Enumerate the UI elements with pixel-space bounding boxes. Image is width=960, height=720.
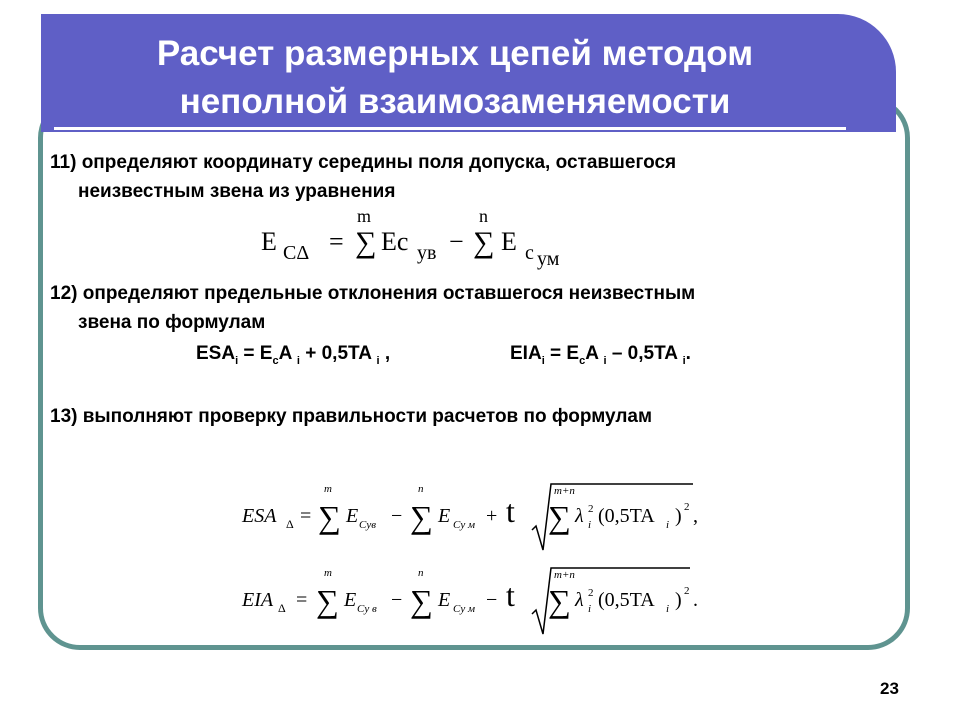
- f4-minus: −: [391, 589, 403, 611]
- page-number: 23: [880, 679, 899, 698]
- f4-e2: E: [438, 589, 451, 611]
- f4-sq: 2: [684, 585, 690, 597]
- f3-lambda-sup: 2: [588, 503, 594, 515]
- step-12: [50, 279, 886, 337]
- step-12-line-1: 12) определяют предельные отклонения оставшегося неизвестным: [50, 283, 696, 304]
- f4-e1: E: [344, 589, 357, 611]
- formula-eia-delta: [238, 562, 718, 638]
- title-line-2: неполной взаимозаменяемости: [179, 82, 731, 121]
- f4-sum1: ∑: [316, 583, 339, 619]
- f4-lambda: λ: [575, 589, 584, 611]
- f3-lambda: λ: [575, 505, 584, 527]
- f4-lambda-sub: i: [588, 603, 592, 615]
- f4-sum2: ∑: [410, 583, 433, 619]
- formula-esa-i: $ESA_i = E_cA$ $_i$ + 0,5TA $_i$ ,: [196, 343, 391, 367]
- f4-root-upper: m+n: [554, 569, 575, 581]
- f1-term2-subsub: ум: [537, 248, 560, 270]
- f3-e2: E: [438, 505, 451, 527]
- f1-sum1: ∑: [355, 226, 377, 259]
- f3-t: t: [506, 493, 515, 529]
- f1-sum2-upper: n: [479, 206, 488, 226]
- f4-end: .: [693, 589, 698, 611]
- step-11-line-1: 11) определяют координату середины поля допуска, оставшегося: [50, 152, 677, 173]
- f4-sum1-upper: m: [324, 567, 332, 579]
- f1-term2: E: [501, 227, 517, 256]
- f1-term2-sub: c: [525, 242, 534, 264]
- f3-paren-sub: i: [666, 519, 670, 531]
- step-12-line-2: звена по формулам: [78, 312, 266, 333]
- f3-lambda-sub: i: [588, 519, 592, 531]
- step-11-line-2: неизвестным звена из уравнения: [78, 181, 396, 202]
- f4-paren: (0,5TA: [598, 589, 655, 611]
- f1-sum1-upper: m: [357, 206, 372, 226]
- f4-minus-2: −: [486, 589, 498, 611]
- f3-minus: −: [391, 505, 403, 527]
- f3-sum1-upper: m: [324, 483, 332, 495]
- f1-lhs-sub: CΔ: [283, 242, 310, 264]
- f3-sum2-upper: n: [418, 483, 424, 495]
- f4-sum3: ∑: [548, 583, 571, 619]
- formula-center-coordinate: [255, 200, 585, 274]
- f3-lhs: ESA: [242, 505, 277, 527]
- f4-e2-sub: Су м: [453, 603, 475, 615]
- f1-eq: =: [329, 227, 344, 256]
- f3-sq: 2: [684, 501, 690, 513]
- f3-eq: =: [300, 505, 312, 527]
- title-line-1: Расчет размерных цепей методом: [156, 34, 754, 73]
- f3-sum1: ∑: [318, 499, 341, 535]
- slide-title: [70, 30, 840, 126]
- f4-sum2-upper: n: [418, 567, 424, 579]
- step-13-text: 13) выполняют проверку правильности расчетов по формулам: [50, 406, 653, 427]
- f3-paren-close: ): [675, 505, 682, 527]
- f3-plus: +: [486, 505, 498, 527]
- f3-e1: E: [346, 505, 359, 527]
- f3-paren: (0,5TA: [598, 505, 655, 527]
- title-underline: [54, 127, 846, 130]
- f3-lhs-sub: Δ: [286, 517, 294, 531]
- f1-term1: Ec: [381, 227, 409, 256]
- f3-e1-sub: Сув: [359, 519, 376, 531]
- f3-end: ,: [693, 505, 698, 527]
- f1-term1-sub: ув: [417, 242, 437, 264]
- step-11: [50, 148, 886, 206]
- f4-e1-sub: Су в: [357, 603, 377, 615]
- f3-sum2: ∑: [410, 499, 433, 535]
- f4-paren-close: ): [675, 589, 682, 611]
- f1-minus: −: [449, 227, 464, 256]
- f1-lhs: E: [261, 227, 277, 256]
- step-13: [50, 402, 886, 431]
- formula-eia-i: $EIA_i = E_cA$ $_i$ – 0,5TA $_i$.: [510, 343, 691, 367]
- f3-e2-sub: Су м: [453, 519, 475, 531]
- f4-eq: =: [296, 589, 308, 611]
- f4-lhs-sub: Δ: [278, 601, 286, 615]
- f1-sum2: ∑: [473, 226, 495, 259]
- f4-paren-sub: i: [666, 603, 670, 615]
- f4-lambda-sup: 2: [588, 587, 594, 599]
- f3-sum3: ∑: [548, 499, 571, 535]
- f4-t: t: [506, 577, 515, 613]
- formula-esa-delta: [238, 478, 718, 554]
- f3-root-upper: m+n: [554, 485, 575, 497]
- f4-lhs: EIA: [242, 589, 274, 611]
